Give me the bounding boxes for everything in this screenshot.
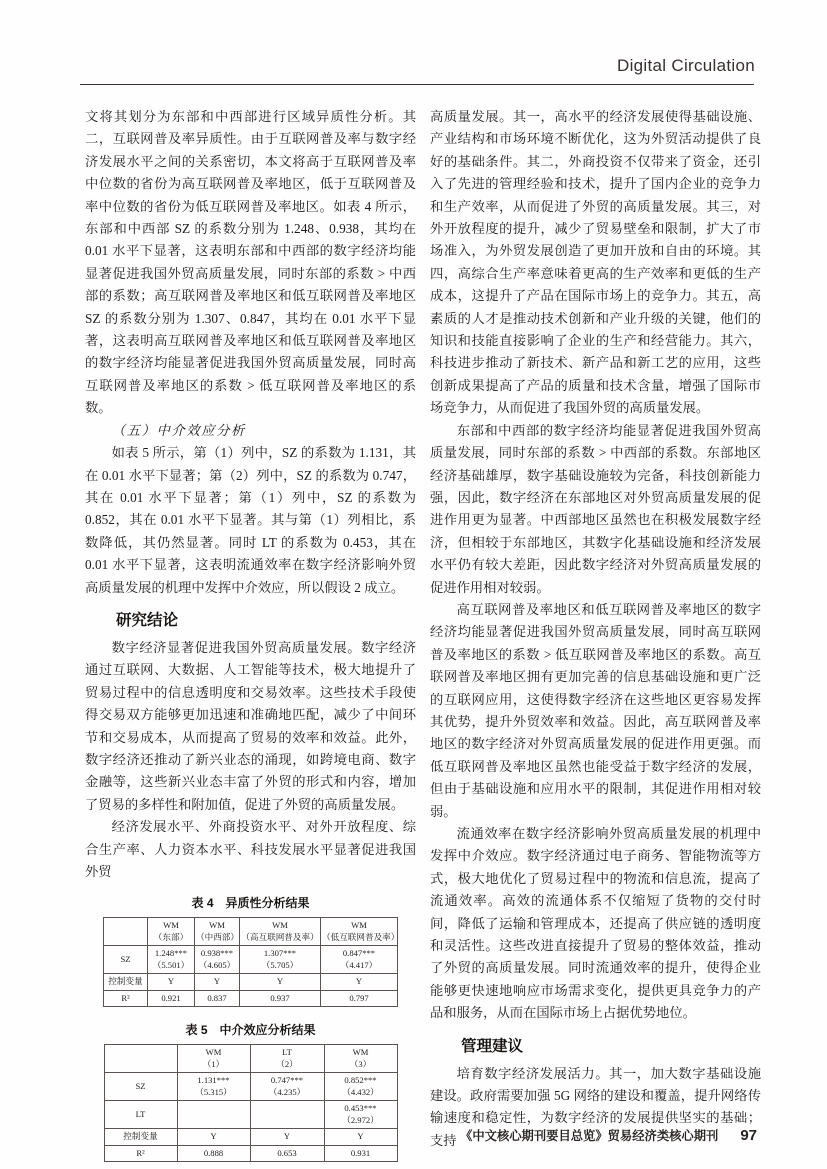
table5-row-label-controls: 控制变量 (104, 1129, 177, 1146)
right-column (430, 106, 761, 1152)
table5-caption: 表 5 中介效应分析结果 (185, 1023, 316, 1038)
table5-header-col1: WM （1） (177, 1045, 250, 1073)
table4-header-midwest: WM （中西部） (195, 918, 240, 946)
table5-header-col2: LT （2） (250, 1045, 324, 1073)
table4-row-label-r2: R² (104, 990, 148, 1007)
table-row: R² 0.888 0.653 0.931 (104, 1145, 397, 1162)
table5-header-col3: WM （3） (324, 1045, 397, 1073)
para-mediation-analysis: 如表 5 所示，第（1）列中，SZ 的系数为 1.131，其在 0.01 水平下显著；第（2）列中，SZ 的系数为 0.747，其在 0.01 水平下显著；第（1）列中，SZ 的系数为 0.852，其在 0.01 水平下显著。其与第（1）列相比，系数降低，其仍然显著。同时 LT 的系数为 0.453，其在 0.01 水平下显著，这表明流通效率在数字经济影响外贸高质量发展的机理中发挥中介效应，所以假设 2 成立。 (85, 445, 416, 595)
para-regional-difference: 东部和中西部的数字经济均能显著促进我国外贸高质量发展，同时东部的系数 > 中西部的系数。东部地区经济基础雄厚，数字基础设施较为完备，科技创新能力强，因此，数字经济在东部地区对外贸高质量发展的促进作用更为显著。中西部地区虽然也在积极发展数字经济，但相较于东部地区，其数字化基础设施和经济发展水平仍有较大差距，因此数字经济对外贸高质量发展的促进作用相对较弱。 (430, 422, 761, 595)
page-number: 97 (740, 1127, 757, 1144)
table4-caption: 表 4 异质性分析结果 (191, 896, 310, 911)
page-footer (460, 1126, 757, 1144)
para-circulation-efficiency: 流通效率在数字经济影响外贸高质量发展的机理中发挥中介效应。数字经济通过电子商务、智能物流等方式，极大地优化了贸易过程中的物流和信息流，提高了流通效率。高效的流通体系不仅缩短了货物的交付时间，降低了运输和管理成本，还提高了供应链的透明度和灵活性。这些改进直接提升了贸易的整体效益，推动了外贸的高质量发展。同时流通效率的提升，使得企业能够更快速地响应市场需求变化，提供更具竞争力的产品和服务，从而在国际市场上占据优势地位。 (430, 826, 761, 1021)
table4-row-label-sz: SZ (104, 946, 148, 974)
section-heading-conclusion: 研究结论 (116, 611, 179, 629)
table-row: SZ 1.248*** （5.501） 0.938*** （4.605） 1.307*** （5.705） 0.847*** （4.417） (104, 946, 398, 974)
table-row: R² 0.921 0.837 0.937 0.797 (104, 990, 398, 1007)
subsection-heading-mediation: （五）中介效应分析 (111, 422, 246, 438)
table5-row-label-sz: SZ (104, 1073, 177, 1101)
table-row: 控制变量 Y Y Y (104, 1129, 397, 1146)
table5-corner-cell (104, 1045, 177, 1073)
table-row: SZ 1.131*** （5.315） 0.747*** （4.235） 0.852*** （4.432） (104, 1073, 397, 1101)
para-internet-penetration: 高互联网普及率地区和低互联网普及率地区的数字经济均能显著促进我国外贸高质量发展，同时高互联网普及率地区的系数 > 低互联网普及率地区的系数。高互联网普及率地区拥有更加完善的信息基础设施和更广泛的互联网应用，这使得数字经济在这些地区更容易发挥其优势，提升外贸效率和效益。因此，高互联网普及率地区的数字经济对外贸高质量发展的促进作用更强。而低互联网普及率地区虽然也能受益于数字经济的发展，但由于基础设施和应用水平的限制，其促进作用相对较弱。 (430, 601, 761, 819)
para-management-suggestion: 培育数字经济发展活力。其一，加大数字基础设施建设。政府需要加强 5G 网络的建设和覆盖，提升网络传输速度和稳定性，为数字经济的发展提供坚实的基础；支持 (430, 1065, 761, 1148)
para-promoting-factors: 高质量发展。其一，高水平的经济发展使得基础设施、产业结构和市场环境不断优化，这为外贸活动提供了良好的基础条件。其二，外商投资不仅带来了资金，还引入了先进的管理经验和技术，提升了国内企业的竞争力和生产效率，从而促进了外贸的高质量发展。其三，对外开放程度的提升，减少了贸易壁垒和限制，扩大了市场准入，为外贸发展创造了更加开放和自由的环境。其四，高综合生产率意味着更高的生产效率和更低的生产成本，这提升了产品在国际市场上的竞争力。其五，高素质的人才是推动技术创新和产业升级的关键，他们的知识和技能直接影响了企业的生产和经营能力。其六，科技进步推动了新技术、新产品和新工艺的应用，这些创新成果提高了产品的质量和技术含量，增强了国际市场竞争力，从而促进了我国外贸的高质量发展。 (430, 109, 761, 416)
table-row: 控制变量 Y Y Y Y (104, 974, 398, 991)
para-conclusion-1: 数字经济显著促进我国外贸高质量发展。数字经济通过互联网、大数据、人工智能等技术，极大地提升了贸易过程中的信息透明度和交易效率。这些技术手段使得交易双方能够更加迅速和准确地匹配，减少了中间环节和交易成本，从而提高了贸易的效率和效益。此外，数字经济还推动了新兴业态的涌现，如跨境电商、数字金融等，这些新兴业态丰富了外贸的形式和内容，增加了贸易的多样性和附加值，促进了外贸的高质量发展。 (85, 639, 416, 812)
section-heading-suggestions: 管理建议 (461, 1037, 524, 1055)
table4-header-low-internet: WM （低互联网普及率） (321, 918, 398, 946)
para-conclusion-2: 经济发展水平、外商投资水平、对外开放程度、综合生产率、人力资本水平、科技发展水平显著促进我国外贸 (85, 819, 416, 879)
table4-row-label-controls: 控制变量 (104, 974, 148, 991)
para-heterogeneity-analysis: 文将其划分为东部和中西部进行区域异质性分析。其二，互联网普及率异质性。由于互联网普及率与数字经济发展水平之间的关系密切，本文将高于互联网普及率中位数的省份为高互联网普及率地区，低于互联网普及率中位数的省份为低互联网普及率地区。如表 4 所示，东部和中西部 SZ 的系数分别为 1.248、0.938，其均在 0.01 水平下显著，这表明东部和中西部的数字经济均能显著促进我国外贸高质量发展，同时东部的系数 > 中西部的系数；高互联网普及率地区和低互联网普及率地区 SZ 的系数分别为 1.307、0.847，其均在 0.01 水平下显著，这表明高互联网普及率地区和低互联网普及率地区的数字经济均能显著促进我国外贸高质量发展，同时高互联网普及率地区的系数 > 低互联网普及率地区的系数。 (85, 109, 416, 416)
left-column (85, 106, 416, 1162)
table4-header-east: WM （东部） (148, 918, 195, 946)
table-row (104, 918, 398, 946)
table-row (104, 1045, 397, 1073)
table-mediation-results (104, 1044, 398, 1162)
table-row: LT 0.453*** （2.972） (104, 1101, 397, 1129)
table-heterogeneity-results (103, 917, 398, 1007)
footer-journal-note: 《中文核心期刊要目总览》贸易经济类核心期刊 (460, 1129, 719, 1143)
table5-row-label-r2: R² (104, 1145, 177, 1162)
table5-row-label-lt: LT (104, 1101, 177, 1129)
table4-corner-cell (104, 918, 148, 946)
journal-section-label: Digital Circulation (617, 56, 755, 75)
table4-header-high-internet: WM （高互联网普及率） (240, 918, 321, 946)
header-rule (80, 84, 754, 85)
